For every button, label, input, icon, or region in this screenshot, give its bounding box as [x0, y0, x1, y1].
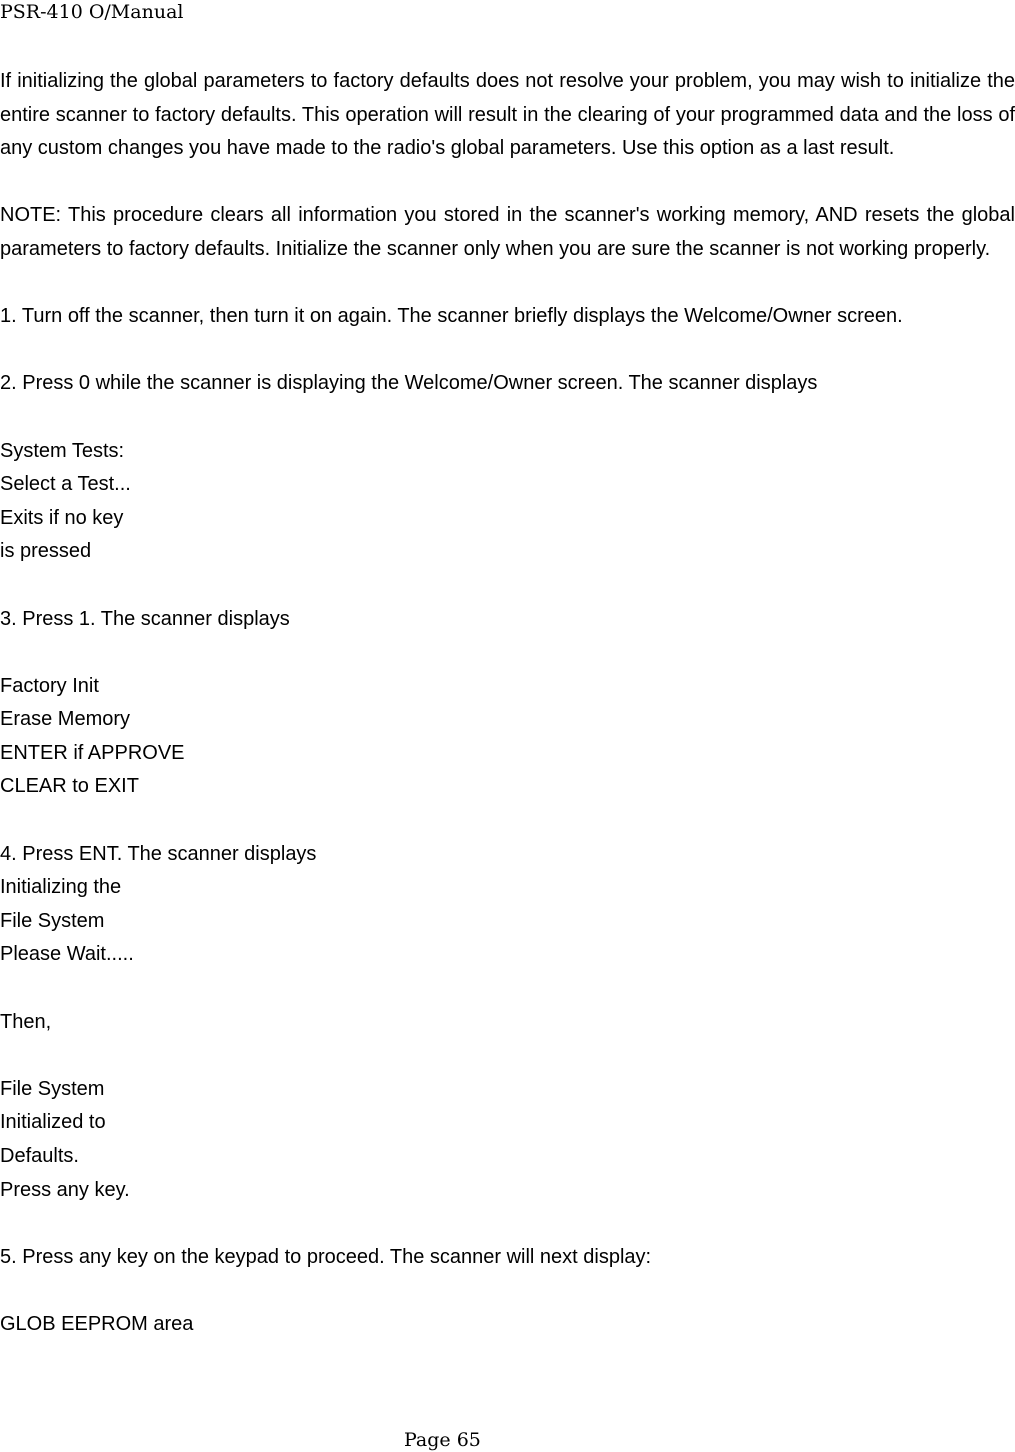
display-line: Initializing the: [0, 876, 122, 899]
display-line: File System: [0, 1077, 105, 1100]
display-line: is pressed: [0, 540, 92, 563]
step-2: 2. Press 0 while the scanner is displaying the Welcome/Owner screen. The scanner displays: [0, 372, 818, 395]
display-line: Initialized to: [0, 1111, 106, 1134]
intro-paragraph: If initializing the global parameters to factory defaults does not resolve your problem, you may wish to initialize the entire scanner to factory defaults. This operation will result in the clearing of your programmed data and the loss of any custom changes you have made to the radio's global parameters. Use this option as a last result.: [0, 70, 1015, 160]
then-text: Then,: [0, 1010, 52, 1033]
display-system-tests: [0, 435, 1015, 569]
step-5: 5. Press any key on the keypad to proceed. The scanner will next display:: [0, 1245, 652, 1268]
display-line: Select a Test...: [0, 473, 131, 496]
manual-content: [0, 65, 1015, 1342]
display-line: System Tests:: [0, 439, 125, 462]
display-line: File System: [0, 909, 105, 932]
step-4: 4. Press ENT. The scanner displays: [0, 842, 317, 865]
display-line: Erase Memory: [0, 708, 131, 731]
display-line: Please Wait.....: [0, 943, 134, 966]
display-line: Defaults.: [0, 1145, 79, 1167]
display-factory-init: [0, 670, 1015, 804]
display-initialized: [0, 1073, 1015, 1207]
display-line: CLEAR to EXIT: [0, 775, 139, 798]
step-3: 3. Press 1. The scanner displays: [0, 607, 290, 630]
note-paragraph: NOTE: This procedure clears all information you stored in the scanner's working memory, AND resets the global parameters to factory defaults. Initialize the scanner only when you are sure the scanner is not working properly.: [0, 204, 1015, 260]
page-number: Page 65: [404, 1429, 481, 1451]
step-1: 1. Turn off the scanner, then turn it on again. The scanner briefly displays the Welcome/Owner screen.: [0, 305, 903, 328]
display-line: ENTER if APPROVE: [0, 741, 185, 764]
display-line: Factory Init: [0, 674, 99, 697]
display-line: Press any key.: [0, 1178, 130, 1201]
page-header: PSR-410 O/Manual: [0, 1, 184, 23]
display-line: Exits if no key: [0, 506, 124, 529]
step-4-block: [0, 838, 1015, 972]
display-glob-eeprom: GLOB EEPROM area: [0, 1312, 194, 1335]
